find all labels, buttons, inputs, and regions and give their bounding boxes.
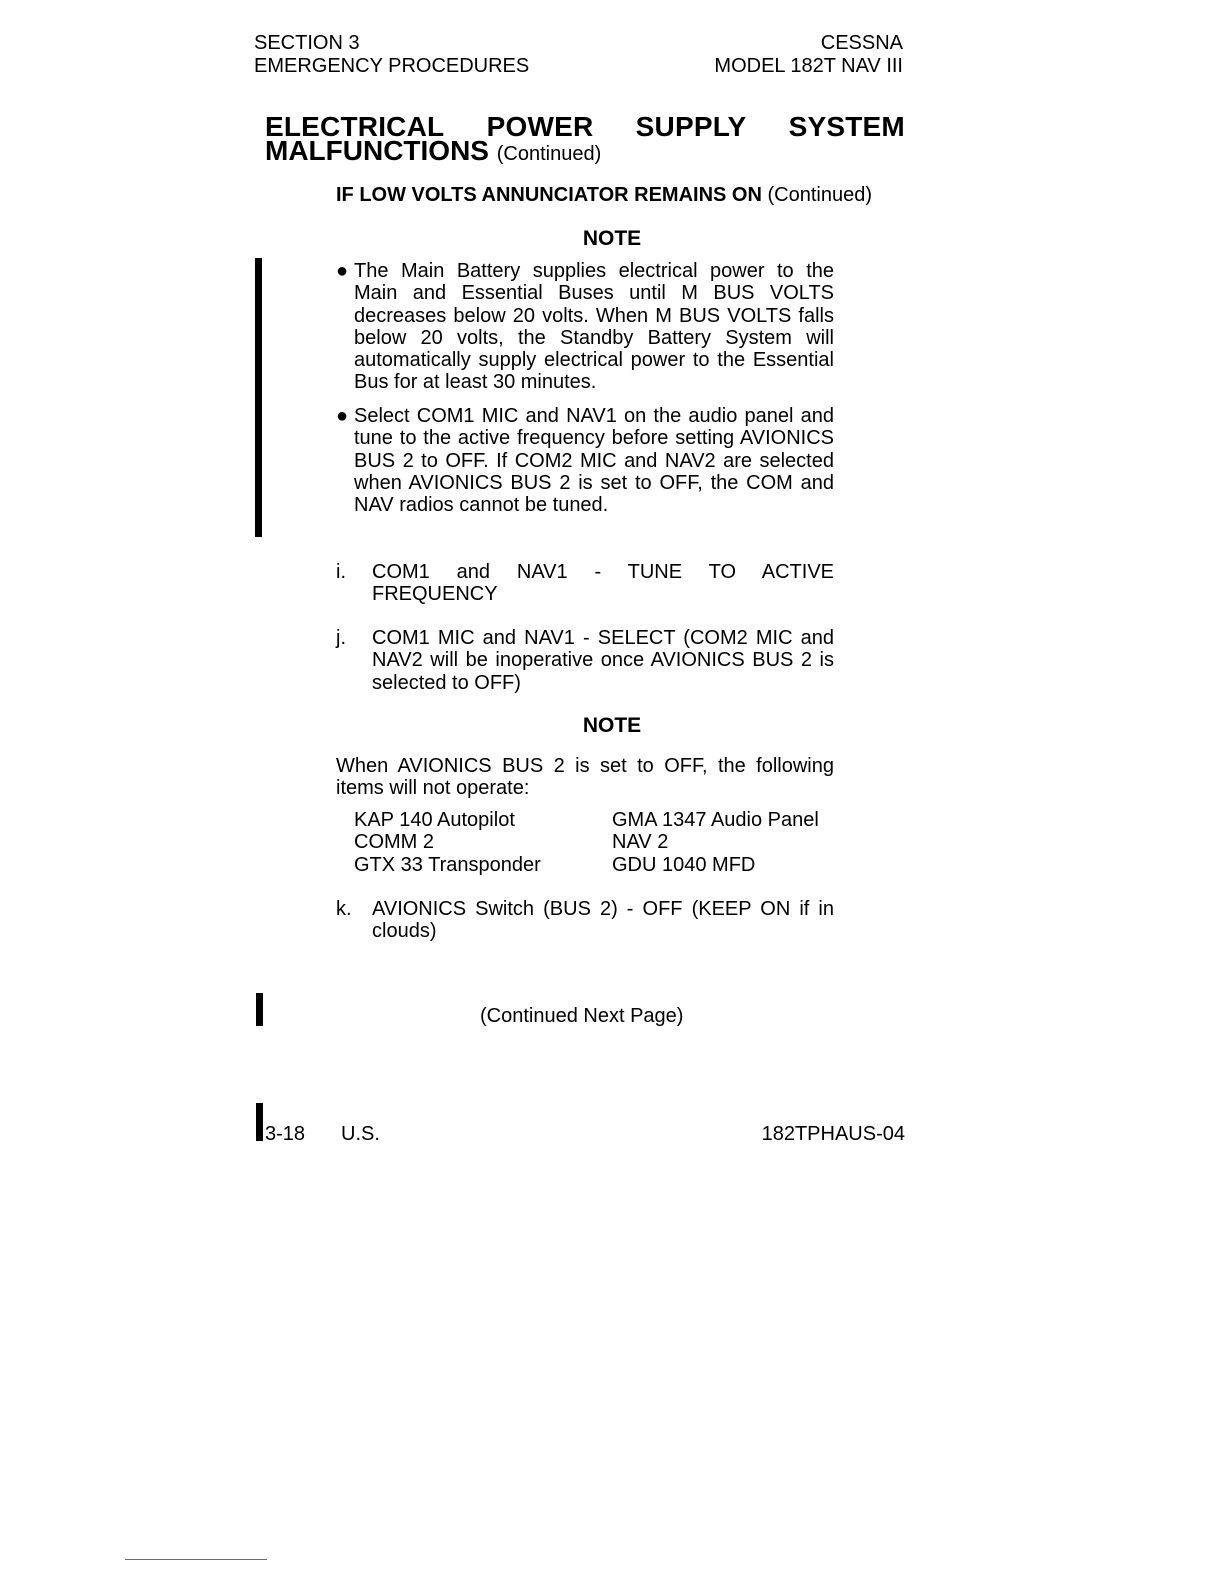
revision-bar bbox=[256, 1103, 263, 1141]
condition-heading bbox=[336, 183, 872, 207]
title-word: MALFUNCTIONS bbox=[265, 135, 489, 166]
condition-continued: (Continued) bbox=[767, 184, 872, 206]
divider-line bbox=[125, 1559, 267, 1560]
header-chapter: EMERGENCY PROCEDURES bbox=[254, 55, 530, 77]
step-text: COM1 and NAV1 - TUNE TO ACTIVE FREQUENCY bbox=[372, 561, 834, 606]
list-item: KAP 140 Autopilot bbox=[354, 809, 515, 831]
step-label: j. bbox=[336, 627, 346, 649]
step-label: i. bbox=[336, 561, 346, 583]
revision-bar bbox=[256, 993, 263, 1026]
continued-next-page: (Continued Next Page) bbox=[480, 1005, 684, 1027]
list-item: GMA 1347 Audio Panel bbox=[612, 809, 819, 831]
revision-bar bbox=[255, 258, 262, 537]
note-heading: NOTE bbox=[582, 227, 642, 250]
note-bullet bbox=[336, 405, 834, 516]
header-section: SECTION 3 bbox=[254, 32, 360, 54]
bullet-icon: ● bbox=[336, 260, 349, 282]
footer-doc-id: 182TPHAUS-04 bbox=[761, 1123, 905, 1145]
procedure-step bbox=[336, 561, 834, 606]
note-heading: NOTE bbox=[582, 714, 642, 737]
note-text: When AVIONICS BUS 2 is set to OFF, the following items will not operate: bbox=[336, 755, 834, 800]
list-item: GDU 1040 MFD bbox=[612, 853, 756, 876]
title-word: SUPPLY bbox=[635, 111, 747, 142]
note-bullet-text: Select COM1 MIC and NAV1 on the audio panel and tune to the active frequency before setting AVIONICS BUS 2 to OFF. If COM2 MIC and NAV2 are selected when AVIONICS BUS 2 is set to OFF, the COM and NAV radios cannot be tuned. bbox=[354, 405, 834, 517]
step-label: k. bbox=[336, 898, 352, 920]
step-text: COM1 MIC and NAV1 - SELECT (COM2 MIC and NAV2 will be inoperative once AVIONICS BUS 2 is selected to OFF) bbox=[372, 627, 834, 694]
title-word: ELECTRICAL bbox=[265, 111, 445, 142]
header-right bbox=[714, 32, 903, 78]
title-word: SYSTEM bbox=[788, 111, 905, 142]
note-bullet-text: The Main Battery supplies electrical power to the Main and Essential Buses until M BUS VOLTS decreases below 20 volts. When M BUS VOLTS falls below 20 volts, the Standby Battery System will automatically supply electrical power to the Essential Bus for at least 30 minutes. bbox=[354, 260, 834, 394]
header-model: MODEL 182T NAV III bbox=[714, 55, 903, 77]
list-item: COMM 2 bbox=[354, 831, 434, 854]
list-item: NAV 2 bbox=[612, 831, 669, 854]
list-item: GTX 33 Transponder bbox=[354, 853, 541, 876]
procedure-step bbox=[336, 898, 834, 943]
header-manufacturer: CESSNA bbox=[820, 32, 903, 54]
title-word: POWER bbox=[486, 111, 594, 142]
header-left bbox=[254, 32, 529, 78]
page-title-line2 bbox=[265, 136, 601, 169]
items-column-left bbox=[354, 809, 541, 876]
title-continued: (Continued) bbox=[496, 143, 602, 165]
procedure-step bbox=[336, 627, 834, 694]
note-bullet bbox=[336, 260, 834, 394]
items-column-right bbox=[612, 809, 819, 876]
footer-region: U.S. bbox=[341, 1123, 380, 1145]
bullet-icon: ● bbox=[336, 405, 349, 427]
step-text: AVIONICS Switch (BUS 2) - OFF (KEEP ON if in clouds) bbox=[372, 898, 834, 943]
condition-text: IF LOW VOLTS ANNUNCIATOR REMAINS ON bbox=[336, 184, 762, 206]
page-number: 3-18 bbox=[265, 1123, 306, 1145]
